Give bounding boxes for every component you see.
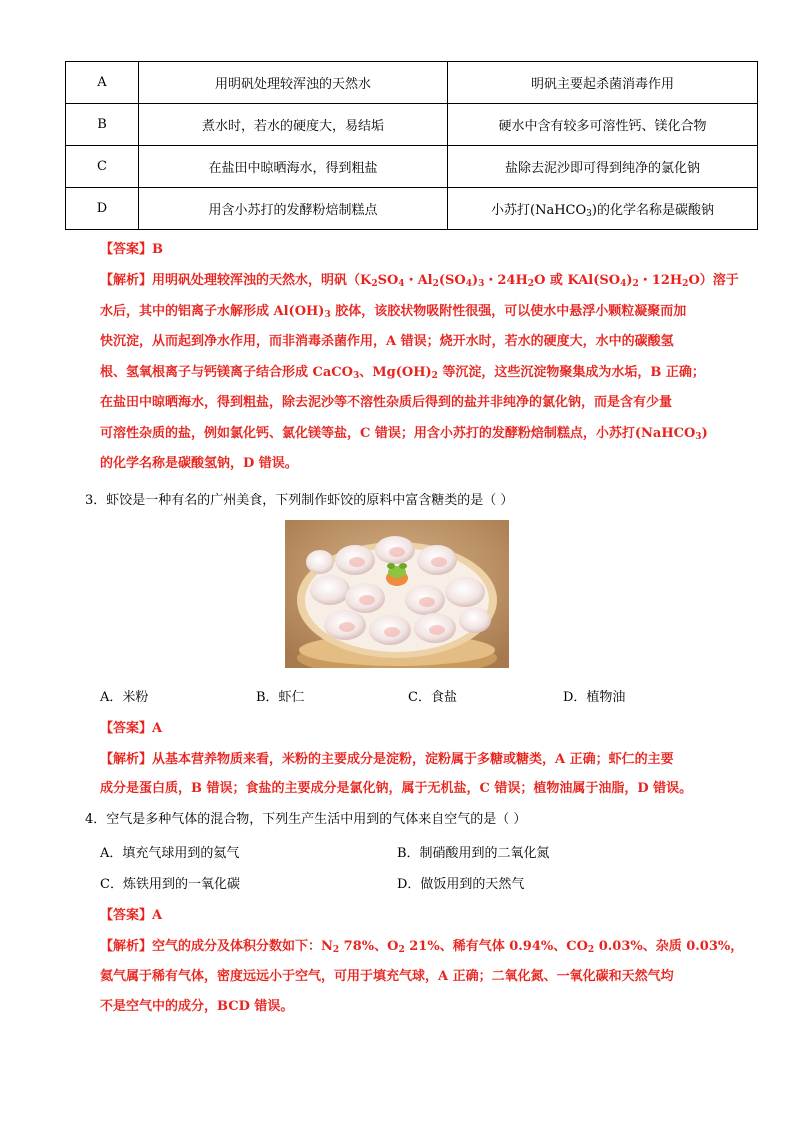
option-reason [448,188,758,230]
q3-analysis-line: 成分是蛋白质，B 错误；食盐的主要成分是氯化钠，属于无机盐，C 错误；植物油属于油脂，D 错误。 [100,781,693,796]
analysis-text: O 或 KAl(SO [534,273,621,288]
option-reason: 明矾主要起杀菌消毒作用 [448,62,758,104]
subscript: 2 [332,945,340,955]
analysis-line [100,995,293,1014]
analysis-line [100,300,686,319]
analysis-line [100,422,708,441]
q3-choice-c[interactable]: C．食盐 [408,690,457,705]
analysis-line [100,361,705,380]
analysis-text: 21%、稀有气体 0.94%、CO [404,939,588,954]
analysis-text: 根、氢氧根离子与钙镁离子结合形成 CaCO [100,364,353,380]
analysis-text: 胶体，该胶状物吸附性很强，可以使水中悬浮小颗粒凝聚而加 [330,303,687,319]
analysis-text: O）溶于 [688,273,739,288]
analysis-text: 水后，其中的铝离子水解形成 Al(OH) [100,303,325,319]
q3-choice-b[interactable]: B．虾仁 [256,690,305,705]
option-letter: D [66,188,139,230]
subscript: 2 [632,279,639,289]
analysis-text: SO [377,273,399,288]
analysis-text: 、Mg(OH) [359,364,432,380]
option-reason: 硬水中含有较多可溶性钙、镁化合物 [448,104,758,146]
table-row [66,188,758,230]
subscript: 2 [527,279,535,289]
analysis-text: ) [701,425,708,441]
option-action: 用含小苏打的发酵粉焙制糕点 [139,188,448,230]
analysis-text: ・24H [484,273,528,288]
analysis-line [100,935,743,954]
subscript: 2 [682,279,689,289]
analysis-line [100,391,672,410]
subscript: 2 [398,945,405,955]
subscript: 3 [695,431,702,442]
analysis-text: 的化学名称是碳酸氢钠，D 错误。 [100,456,298,471]
analysis-text: ) [472,273,479,288]
option-letter: A [66,62,139,104]
q3-analysis-line: 【解析】从基本营养物质来看，米粉的主要成分是淀粉，淀粉属于多糖或糖类，A 正确；虾仁的主要 [100,752,674,767]
q4-stem: 4．空气是多种气体的混合物，下列生产生活中用到的气体来自空气的是（ ） [85,812,527,827]
analysis-text: 【解析】用明矾处理较浑浊的天然水，明矾（K [100,273,372,288]
option-reason: 盐除去泥沙即可得到纯净的氯化钠 [448,146,758,188]
q4-choice-b[interactable]: B．制硝酸用到的二氧化氮 [397,846,550,861]
analysis-text: 在盐田中晾晒海水，得到粗盐，除去泥沙等不溶性杂质后得到的盐并非纯净的氯化钠，而是含有少量 [100,395,673,410]
analysis-text: 78%、O [339,939,399,954]
subscript: 3 [324,309,331,320]
subscript: 3 [352,370,360,381]
q3-stem: 3．虾饺是一种有名的广州美食，下列制作虾饺的原料中富含糖类的是（ ） [85,493,514,508]
q3-choice-a[interactable]: A．米粉 [100,690,149,705]
subscript: 3 [478,279,485,289]
subscript: 4 [620,279,627,289]
analysis-text: 等沉淀，这些沉淀物聚集成为水垢，B 正确； [437,364,705,380]
q4-choice-a[interactable]: A．填充气球用到的氦气 [100,846,240,861]
options-table [65,61,758,230]
q3-answer: 【答案】A [100,721,163,736]
option-letter: B [66,104,139,146]
analysis-text: 氦气属于稀有气体，密度远远小于空气，可用于填充气球，A 正确；二氧化氮、一氧化碳和天然气均 [100,969,674,984]
analysis-text: ・12H [638,273,683,288]
subscript: 2 [431,370,438,381]
analysis-text: ・Al [404,273,433,288]
analysis-text: 快沉淀，从而起到净水作用，而非消毒杀菌作用，A 错误；烧开水时，若水的硬度大，水中的碳酸氢 [100,334,674,349]
table-row [66,62,758,104]
analysis-line [100,452,298,471]
subscript: 2 [432,279,439,289]
subscript: 2 [371,279,378,289]
reason-text: 小苏打(NaHCO [491,203,587,218]
analysis-text: 不是空气中的成分，BCD 错误。 [100,999,294,1014]
analysis-text: 【解析】空气的成分及体积分数如下：N [100,939,333,954]
option-action: 在盐田中晾晒海水，得到粗盐 [139,146,448,188]
reason-text: )的化学名称是碳酸钠 [591,203,714,218]
option-letter: C [66,146,139,188]
analysis-text: 0.03%、杂质 0.03%， [594,939,744,954]
analysis-text: ) [626,273,633,288]
option-action: 煮水时，若水的硬度大，易结垢 [139,104,448,146]
q4-answer: 【答案】A [100,908,163,923]
analysis-text: (SO [438,273,466,288]
q3-choice-d[interactable]: D．植物油 [563,690,626,705]
table-row [66,104,758,146]
analysis-line [100,965,674,984]
analysis-text: 可溶性杂质的盐，例如氯化钙、氯化镁等盐，C 错误；用含小苏打的发酵粉焙制糕点，小苏打(NaHCO [100,425,696,441]
table-row [66,146,758,188]
q2-answer: 【答案】B [100,242,163,257]
subscript: 4 [398,279,405,289]
q4-choice-d[interactable]: D．做饭用到的天然气 [397,877,525,892]
subscript: 3 [586,209,592,219]
option-action: 用明矾处理较浑浊的天然水 [139,62,448,104]
shrimp-dumplings-photo [285,520,509,668]
subscript: 2 [587,945,595,955]
analysis-line [100,330,674,349]
analysis-line [100,269,739,288]
q4-choice-c[interactable]: C．炼铁用到的一氧化碳 [100,877,240,892]
subscript: 4 [465,279,472,289]
